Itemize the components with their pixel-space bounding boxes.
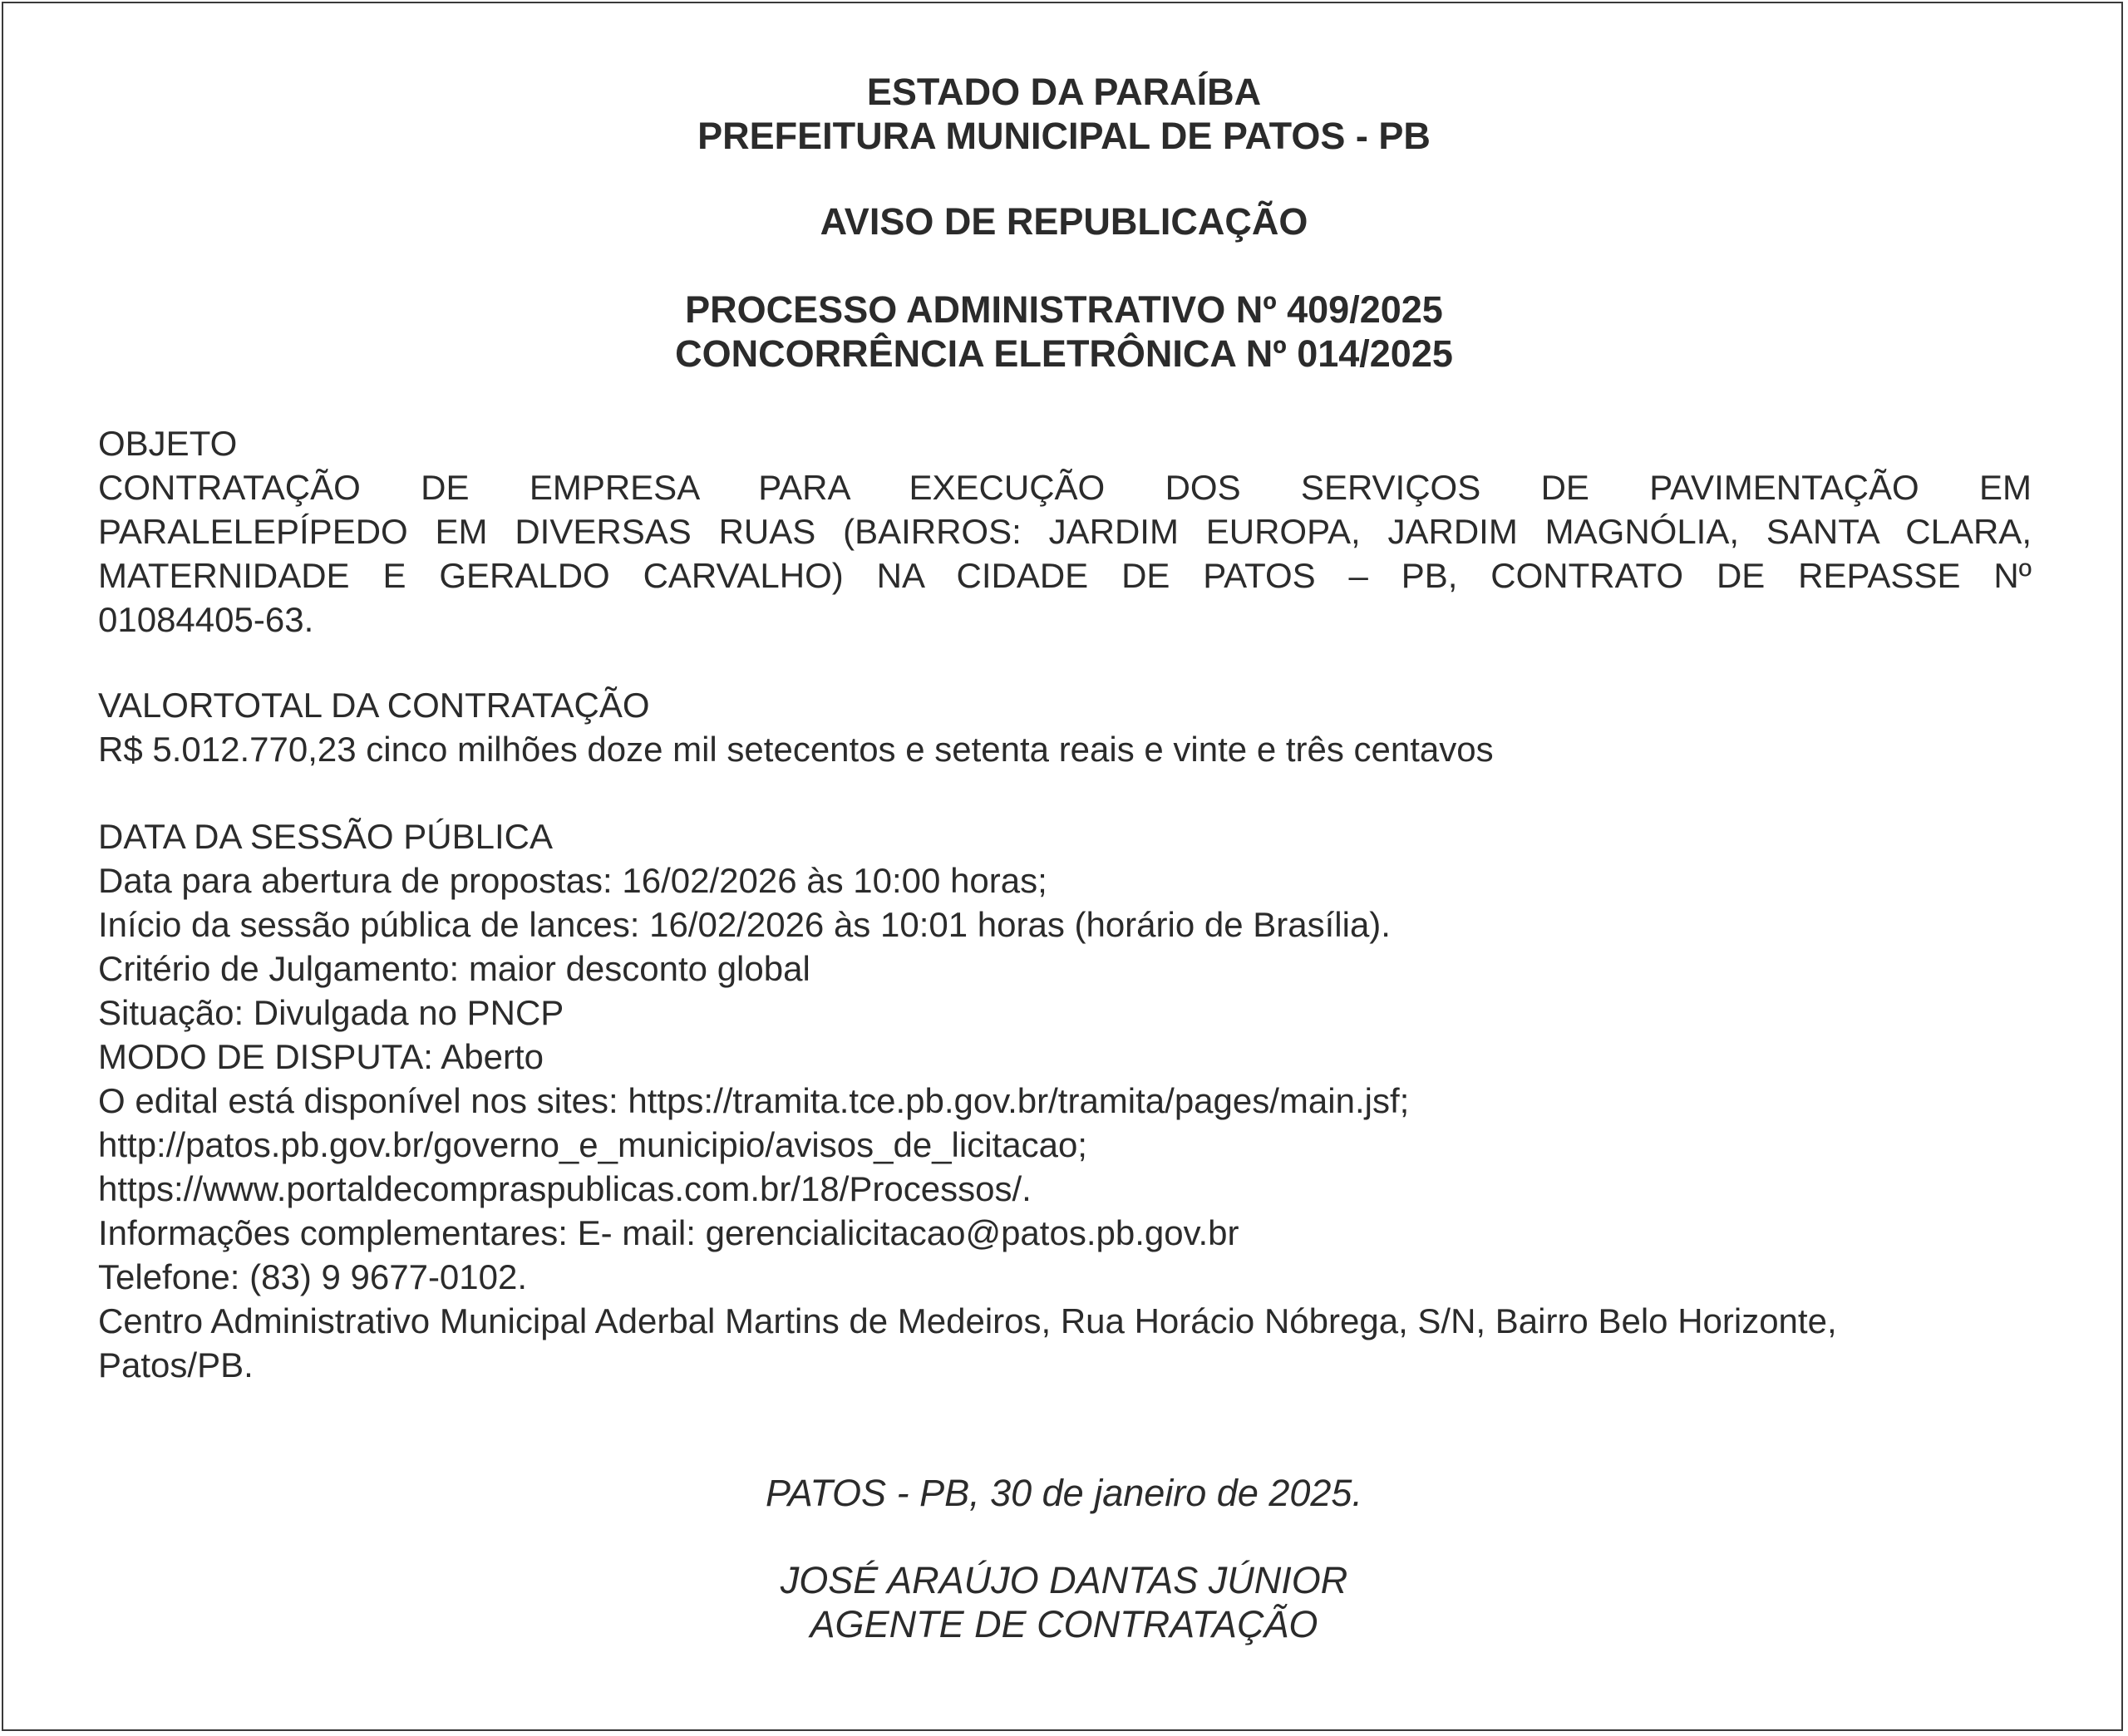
signature-date: PATOS - PB, 30 de janeiro de 2025. bbox=[766, 1472, 1362, 1514]
objeto-line: CONTRATAÇÃO DE EMPRESA PARA EXECUÇÃO DOS SERVIÇOS DE PAVIMENTAÇÃO EM bbox=[98, 468, 2032, 507]
sessao-line: Data para abertura de propostas: 16/02/2026 às 10:00 horas; bbox=[98, 861, 1047, 900]
city-hall-heading: PREFEITURA MUNICIPAL DE PATOS - PB bbox=[697, 115, 1431, 157]
state-heading: ESTADO DA PARAÍBA bbox=[866, 71, 1262, 113]
objeto-line: PARALELEPÍPEDO EM DIVERSAS RUAS (BAIRROS: JARDIM EUROPA, JARDIM MAGNÓLIA, SANTA CLARA, bbox=[98, 512, 2032, 551]
signatory-role: AGENTE DE CONTRATAÇÃO bbox=[810, 1603, 1318, 1645]
objeto-line: MATERNIDADE E GERALDO CARVALHO) NA CIDADE DE PATOS – PB, CONTRATO DE REPASSE Nº bbox=[98, 556, 2032, 595]
objeto-section bbox=[98, 421, 2032, 642]
process-number: PROCESSO ADMINISTRATIVO Nº 409/2025 bbox=[685, 288, 1443, 331]
contact-phone-line: Telefone: (83) 9 9677-0102. bbox=[98, 1257, 528, 1296]
objeto-line: 01084405-63. bbox=[98, 600, 314, 639]
sessao-line: Situação: Divulgada no PNCP bbox=[98, 993, 564, 1032]
sessao-line: MODO DE DISPUTA: Aberto bbox=[98, 1037, 544, 1076]
sessao-heading: DATA DA SESSÃO PÚBLICA bbox=[98, 817, 553, 856]
valor-section bbox=[98, 683, 2032, 771]
sessao-line: Critério de Julgamento: maior desconto global bbox=[98, 949, 810, 988]
bid-number: CONCORRÊNCIA ELETRÔNICA Nº 014/2025 bbox=[675, 332, 1453, 375]
objeto-heading: OBJETO bbox=[98, 424, 238, 463]
edital-link: http://patos.pb.gov.br/governo_e_municipio/avisos_de_licitacao; bbox=[98, 1125, 1087, 1164]
contact-email-line: Informações complementares: E- mail: gerencialicitacao@patos.pb.gov.br bbox=[98, 1213, 1239, 1252]
sessao-line: Início da sessão pública de lances: 16/02/2026 às 10:01 horas (horário de Brasília). bbox=[98, 905, 1391, 944]
sessao-section bbox=[98, 814, 2032, 1387]
edital-links-line: O edital está disponível nos sites: https://tramita.tce.pb.gov.br/tramita/pages/main.jsf; bbox=[98, 1081, 1410, 1120]
valor-heading: VALORTOTAL DA CONTRATAÇÃO bbox=[98, 686, 650, 725]
edital-link: https://www.portaldecompraspublicas.com.br/18/Processos/. bbox=[98, 1169, 1032, 1208]
address-line: Centro Administrativo Municipal Aderbal Martins de Medeiros, Rua Horácio Nóbrega, S/N, Bairro Belo Horizonte, bbox=[98, 1301, 1837, 1340]
notice-title: AVISO DE REPUBLICAÇÃO bbox=[820, 200, 1308, 243]
signatory-name: JOSÉ ARAÚJO DANTAS JÚNIOR bbox=[780, 1559, 1348, 1601]
valor-text: R$ 5.012.770,23 cinco milhões doze mil setecentos e setenta reais e vinte e três centavos bbox=[98, 730, 1494, 769]
address-line: Patos/PB. bbox=[98, 1345, 254, 1384]
